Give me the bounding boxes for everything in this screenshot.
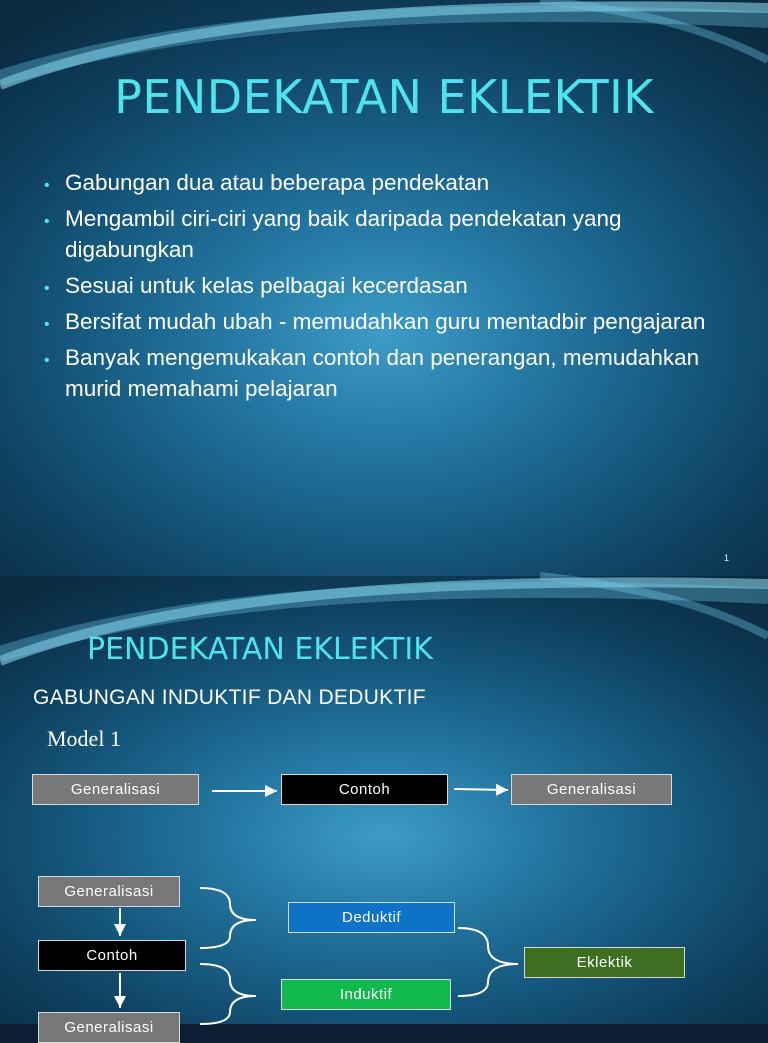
model-label: Model 1 — [47, 726, 121, 751]
generalisasi-box: Generalisasi — [38, 876, 180, 907]
slide-subtitle: GABUNGAN INDUKTIF DAN DEDUKTIF — [33, 686, 426, 709]
deduktif-box: Deduktif — [288, 902, 455, 933]
contoh-box: Contoh — [281, 774, 448, 805]
generalisasi-box: Generalisasi — [38, 1012, 180, 1043]
page-number: 1 — [724, 553, 730, 563]
slide-2 — [0, 576, 768, 1036]
arrow-icon — [454, 789, 508, 790]
bullet-list — [44, 167, 734, 409]
bullet-dot-icon: • — [44, 280, 50, 297]
contoh-box: Contoh — [38, 940, 186, 971]
bullet-item — [44, 270, 734, 301]
bullet-text: Banyak mengemukakan contoh dan penerangan, memudahkan murid memahami pelajaran — [65, 345, 700, 401]
bullet-item — [44, 306, 734, 337]
induktif-box: Induktif — [281, 979, 451, 1010]
bullet-text: Sesuai untuk kelas pelbagai kecerdasan — [65, 273, 468, 298]
bullet-dot-icon: • — [44, 213, 50, 230]
bullet-dot-icon: • — [44, 177, 50, 194]
slide-title: PENDEKATAN EKLEKTIK — [114, 70, 654, 124]
bullet-item — [44, 167, 734, 198]
brace-icon — [458, 928, 518, 996]
bullet-text: Gabungan dua atau beberapa pendekatan — [65, 170, 490, 195]
bullet-text: Bersifat mudah ubah - memudahkan guru mentadbir pengajaran — [65, 309, 706, 334]
bullet-dot-icon: • — [44, 352, 50, 369]
brace-icon — [200, 888, 256, 948]
eklektik-box: Eklektik — [524, 947, 685, 978]
generalisasi-box: Generalisasi — [511, 774, 672, 805]
bullet-dot-icon: • — [44, 316, 50, 333]
bullet-item — [44, 342, 734, 404]
brace-icon — [200, 964, 256, 1024]
slide-title: PENDEKATAN EKLEKTIK — [87, 632, 433, 667]
bullet-text: Mengambil ciri-ciri yang baik daripada pendekatan yang digabungkan — [65, 206, 622, 262]
generalisasi-box: Generalisasi — [32, 774, 199, 805]
bullet-item — [44, 203, 734, 265]
